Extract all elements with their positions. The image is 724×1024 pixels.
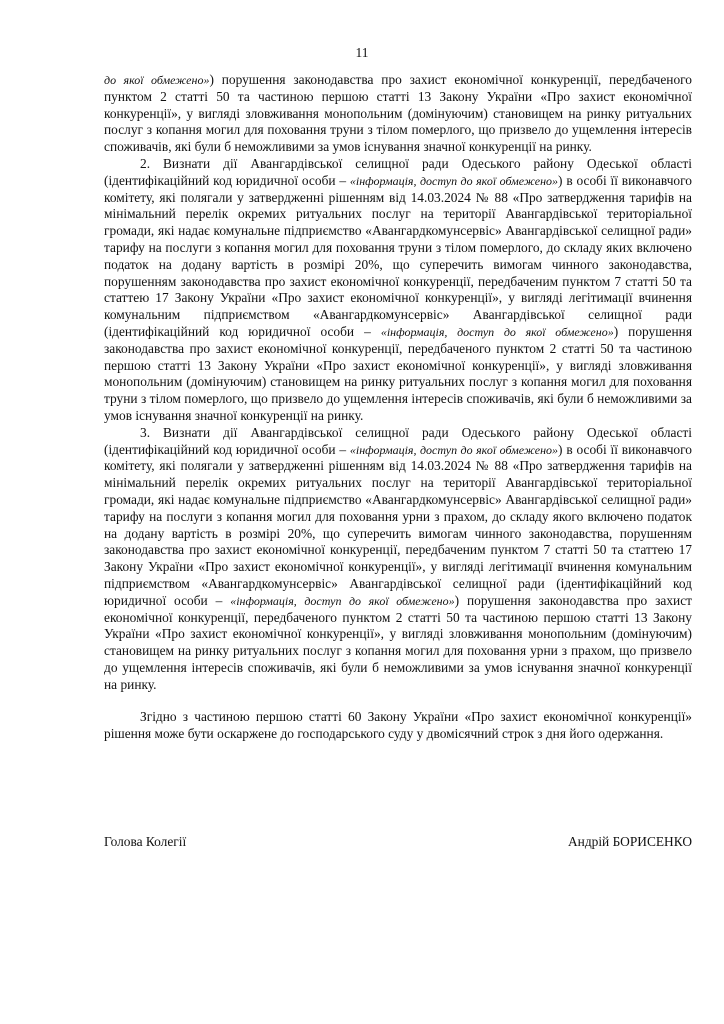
restricted-info-note: «інформація, доступ до якої обмежено» bbox=[349, 173, 559, 188]
page-number: 11 bbox=[355, 45, 369, 60]
restricted-info-note: «інформація, доступ до якої обмежено» bbox=[349, 442, 559, 457]
restricted-info-note: до якої обмежено» bbox=[104, 73, 210, 87]
paragraph-appeal: Згідно з частиною першою статті 60 Закону України «Про захист економічної конкуренції» рішення може бути оскаржене до господарського суду у двомісячний строк з дня його одержання. bbox=[104, 709, 692, 742]
paragraph-text: 2. Визнати дії Авангардівської селищної ради Одеського району Одеської області (ідентифікаційний код юридичної особи – bbox=[104, 155, 692, 188]
paragraph-item-2 bbox=[104, 156, 692, 425]
paragraph-text: ) порушення законодавства про захист економічної конкуренції, передбаченого пунктом 2 статті 50 та частиною першою статті 13 Закону України «Про захист економічної конкуренції», у вигляді зловживання монопольним (домінуючим) становищем на ринку ритуальних послуг з копання могил для поховання урни з прахом, що призвело до ущемлення інтересів споживачів, які були б неможливими за умов існування значної конкуренції на ринку. bbox=[104, 592, 693, 692]
paragraph-continuation bbox=[104, 72, 692, 156]
paragraph-text: 3. Визнати дії Авангардівської селищної ради Одеського району Одеської області (ідентифікаційний код юридичної особи – bbox=[104, 424, 692, 457]
paragraph-text: ) в особі її виконавчого комітету, які полягали у затвердженні рішенням від 14.03.2024 № 88 «Про затвердження тарифів на мінімальний перелік окремих ритуальних послуг на території Авангардівської територіальної громади, які надає комунальне підприємство «Авангардкомунсервіс» Авангардівської селищної ради» тарифу на послуги з копання могил для поховання урни з прахом, до складу якого включено податок на додану вартість в розмірі 20%, що суперечить вимогам чинного законодавства, порушенням законодавства про захист економічної конкуренції, передбаченим пунктом 7 статті 50 та статтею 17 Закону України «Про захист економічної конкуренції», у вигляді легітимації вчинення комунальним підприємством «Авангардкомунсервіс» Авангардівської селищної ради (ідентифікаційний код юридичної особи – bbox=[104, 441, 692, 608]
paragraph-text: ) порушення законодавства про захист економічної конкуренції, передбаченого пунктом 2 статті 50 та частиною першою статті 13 Закону України «Про захист економічної конкуренції», у вигляді зловживання монопольним (домінуючим) становищем на ринку ритуальних послуг з копання могил для поховання труни з тілом померлого, що призвело до ущемлення інтересів споживачів, які були б неможливими за умов існування значної конкуренції на ринку. bbox=[104, 323, 692, 423]
restricted-info-note: «інформація, доступ до якої обмежено» bbox=[230, 593, 455, 608]
paragraph-text: ) порушення законодавства про захист економічної конкуренції, передбаченого пунктом 2 статті 50 та частиною першою статті 13 Закону України «Про захист економічної конкуренції», у вигляді зловживання монопольним (домінуючим) становищем на ринку ритуальних послуг з копання могил для поховання труни з тілом померлого, що призвело до ущемлення інтересів споживачів, які були б неможливими за умов існування значної конкуренції на ринку. bbox=[104, 72, 692, 155]
signature-role: Голова Колегії bbox=[104, 834, 187, 849]
signature-name: Андрій БОРИСЕНКО bbox=[567, 834, 692, 849]
restricted-info-note: «інформація, доступ до якої обмежено» bbox=[380, 324, 614, 339]
paragraph-item-3 bbox=[104, 425, 692, 694]
document-body bbox=[104, 72, 692, 743]
paragraph-spacer bbox=[104, 693, 692, 709]
paragraph-text: ) в особі її виконавчого комітету, які полягали у затвердженні рішенням від 14.03.2024 № 88 «Про затвердження тарифів на мінімальний перелік окремих ритуальних послуг на території Авангардівської територіальної громади, які надає комунальне підприємство «Авангардкомунсервіс» Авангардівської селищної ради» тарифу на послуги з копання могил для поховання труни з тілом померлого, до складу яких включено податок на додану вартість в розмірі 20%, що суперечить вимогам чинного законодавства, порушенням законодавства про захист економічної конкуренції, передбаченим пунктом 7 статті 50 та статтею 17 Закону України «Про захист економічної конкуренції», у вигляді легітимації вчинення комунальним підприємством «Авангардкомунсервіс» Авангардівської селищної ради (ідентифікаційний код юридичної особи – bbox=[104, 172, 692, 339]
signature-block bbox=[104, 834, 692, 851]
